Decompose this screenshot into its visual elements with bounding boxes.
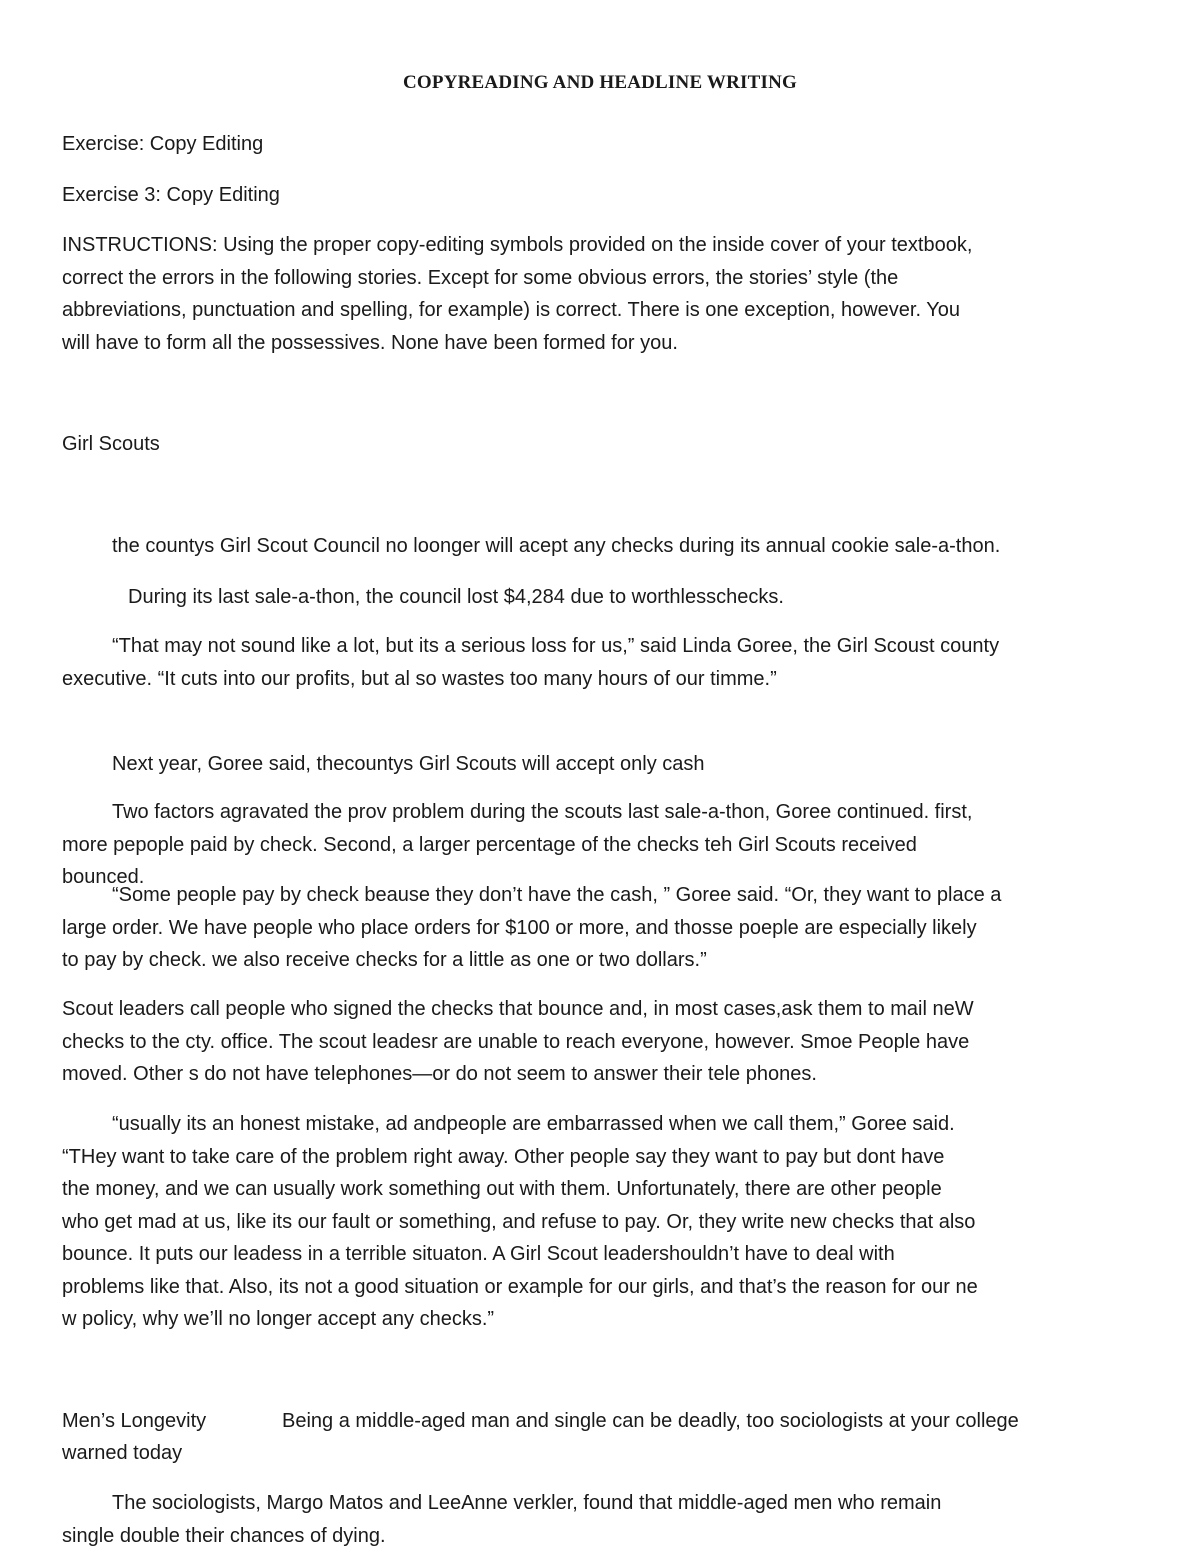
paragraph-line: bounce. It puts our leadess in a terrible situaton. A Girl Scout leadershouldn’t have to deal with	[62, 1243, 895, 1265]
instructions-line: abbreviations, punctuation and spelling, for example) is correct. There is one exception, however. You	[62, 299, 960, 321]
instructions-line: correct the errors in the following stories. Except for some obvious errors, the stories’ style (the	[62, 266, 899, 289]
paragraph-line: moved. Other s do not have telephones—or do not seem to answer their tele phones.	[62, 1063, 817, 1085]
paragraph-line: large order. We have people who place orders for $100 or more, and thosse poeple are especially likely	[62, 916, 977, 939]
paragraph-line: problems like that. Also, its not a good situation or example for our girls, and that’s the reason for our ne	[62, 1275, 978, 1298]
paragraph-line: “THey want to take care of the problem right away. Other people say they want to pay but dont have	[62, 1145, 945, 1168]
paragraph-line: single double their chances of dying.	[62, 1524, 386, 1547]
story1-paragraph-2	[62, 581, 784, 614]
story2-paragraph-2	[62, 1487, 941, 1552]
paragraph-line: Scout leaders call people who signed the checks that bounce and, in most cases,ask them to mail neW	[62, 998, 974, 1020]
paragraph-line: “Some people pay by check beause they don’t have the cash, ” Goree said. “Or, they want to place a	[112, 884, 1002, 906]
paragraph-line: bounced.	[62, 866, 145, 888]
instructions-line: INSTRUCTIONS: Using the proper copy-editing symbols provided on the inside cover of your textbook,	[62, 234, 973, 256]
paragraph-line: who get mad at us, like its our fault or something, and refuse to pay. Or, they write new checks that also	[62, 1210, 976, 1233]
story1-paragraph-8	[62, 1108, 978, 1336]
paragraph-line: “That may not sound like a lot, but its a serious loss for us,” said Linda Goree, the Girl Scoust county	[112, 635, 1000, 657]
paragraph-line: more pepople paid by check. Second, a larger percentage of the checks teh Girl Scouts received	[62, 833, 917, 856]
story2-lead-line: Being a middle-aged man and single can be deadly, too sociologists at your college	[282, 1410, 1019, 1432]
instructions-paragraph	[62, 229, 972, 359]
paragraph-line: the money, and we can usually work something out with them. Unfortunately, there are other people	[62, 1178, 942, 1200]
exercise-3-label: Exercise 3: Copy Editing	[62, 184, 280, 206]
paragraph-line: Next year, Goree said, thecountys Girl Scouts will accept only cash	[112, 753, 705, 775]
paragraph-line: The sociologists, Margo Matos and LeeAnne verkler, found that middle-aged men who remain	[112, 1492, 942, 1514]
paragraph-line: “usually its an honest mistake, ad andpeople are embarrassed when we call them,” Goree said.	[112, 1113, 955, 1135]
story2-lead-continuation: warned today	[62, 1442, 183, 1464]
story-heading-girl-scouts: Girl Scouts	[62, 433, 160, 455]
story-heading-mens-longevity: Men’s Longevity	[62, 1410, 207, 1432]
paragraph-line: to pay by check. we also receive checks for a little as one or two dollars.”	[62, 949, 707, 971]
paragraph-line: Two factors agravated the prov problem during the scouts last sale-a-thon, Goree continued. first,	[112, 801, 973, 823]
story1-paragraph-4	[62, 748, 705, 781]
story1-paragraph-7	[62, 993, 974, 1091]
document-title: COPYREADING AND HEADLINE WRITING	[402, 72, 798, 93]
paragraph-line: During its last sale-a-thon, the council lost $4,284 due to worthlesschecks.	[128, 586, 784, 608]
paragraph-line: executive. “It cuts into our profits, but al so wastes too many hours of our timme.”	[62, 667, 777, 690]
instructions-line: will have to form all the possessives. None have been formed for you.	[62, 331, 678, 354]
story1-paragraph-6	[62, 879, 1001, 977]
paragraph-line: w policy, why we’ll no longer accept any checks.”	[62, 1308, 495, 1330]
story1-paragraph-1	[62, 530, 1000, 563]
story1-paragraph-3	[62, 630, 999, 695]
paragraph-line: checks to the cty. office. The scout leadesr are unable to reach everyone, however. Smoe People have	[62, 1030, 970, 1053]
paragraph-line: the countys Girl Scout Council no loonger will acept any checks during its annual cookie sale-a-thon.	[112, 535, 1001, 557]
exercise-label: Exercise: Copy Editing	[62, 133, 264, 155]
